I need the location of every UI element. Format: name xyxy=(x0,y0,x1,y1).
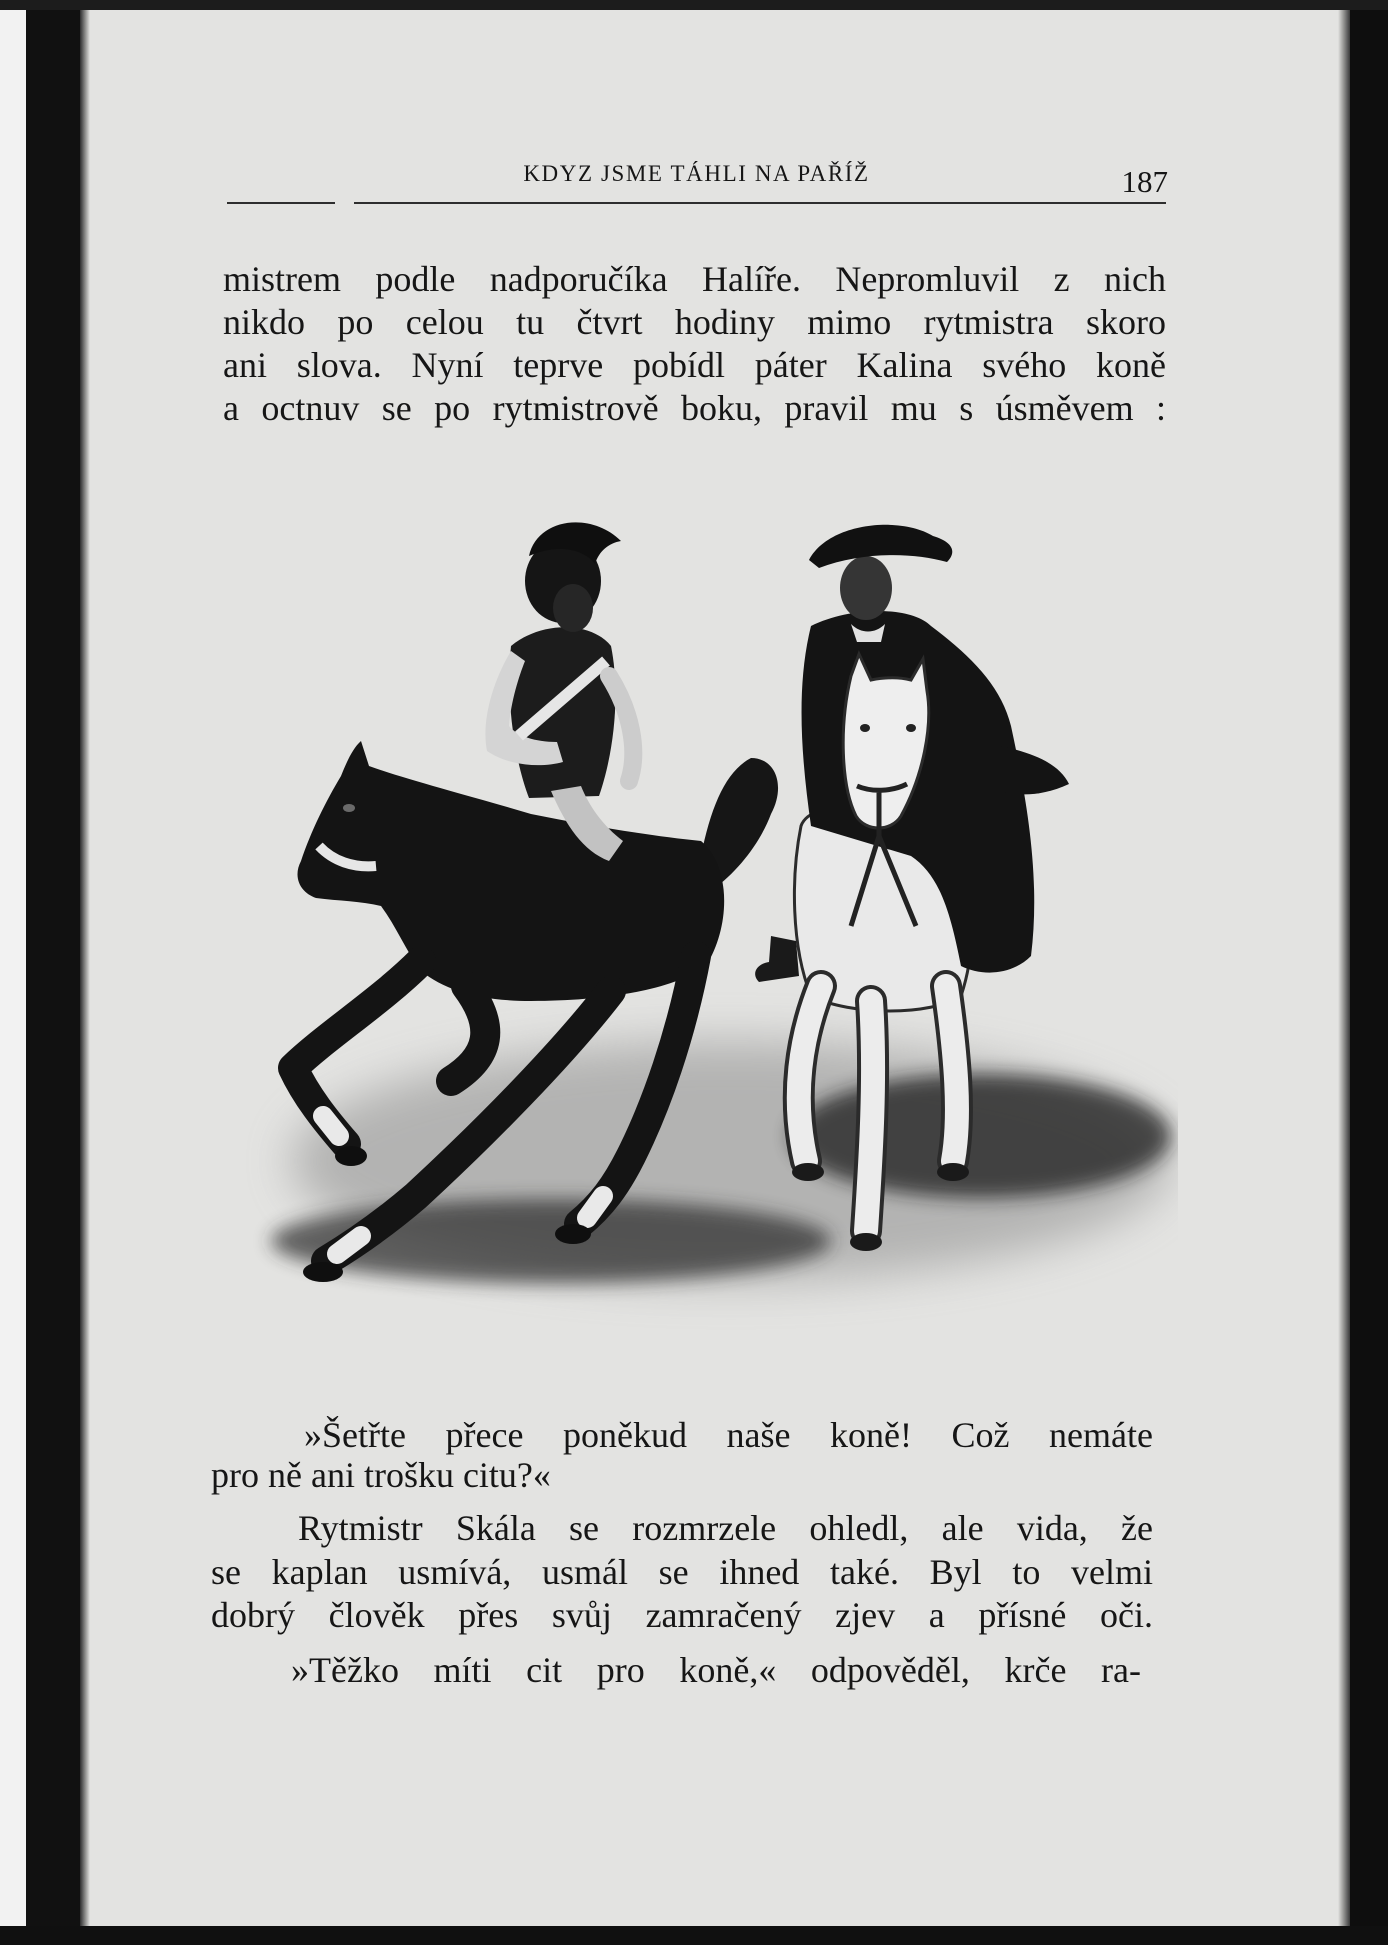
scan-right-border xyxy=(1350,0,1388,1945)
header-rule xyxy=(354,202,1166,204)
text-line: a octnuv se po rytmistrově boku, pravil mu s úsměvem : xyxy=(223,388,1166,428)
text-line: se kaplan usmívá, usmál se ihned také. Byl to velmi xyxy=(211,1552,1153,1592)
rider-face xyxy=(553,584,593,632)
text-line: dobrý člověk přes svůj zamračený zjev a přísné oči. xyxy=(211,1595,1153,1635)
text-line: pro ně ani trošku citu?« xyxy=(211,1455,551,1495)
text-line: ani slova. Nyní teprve pobídl páter Kalina svého koně xyxy=(223,345,1166,385)
header-rule xyxy=(227,202,335,204)
text-line: nikdo po celou tu čtvrt hodiny mimo rytmistra skoro xyxy=(223,302,1166,342)
rider-face xyxy=(840,556,892,620)
scan-left-shadow xyxy=(80,0,90,1945)
rider-torso xyxy=(509,627,615,798)
scan-top-border xyxy=(0,0,1388,10)
scan-left-margin xyxy=(0,0,26,1945)
tricorn-hat xyxy=(809,525,952,568)
illustration xyxy=(211,496,1178,1340)
ground-shadow xyxy=(271,1041,1171,1283)
text-line: mistrem podle nadporučíka Halíře. Nepromluvil z nich xyxy=(223,259,1166,299)
rider-cloak-flap xyxy=(1001,746,1069,794)
text-line: Rytmistr Skála se rozmrzele ohledl, ale vida, že xyxy=(298,1508,1153,1548)
text-line: »Šetřte přece poněkud naše koně! Což nemáte xyxy=(304,1415,1153,1455)
text-line: »Těžko míti cit pro koně,« odpověděl, krče ra- xyxy=(291,1650,1141,1690)
scan-bottom-border xyxy=(0,1926,1388,1945)
page-number: 187 xyxy=(1121,164,1168,199)
scan-left-border xyxy=(26,0,80,1945)
scan-right-shadow xyxy=(1338,0,1350,1945)
rider-boot xyxy=(755,936,799,982)
running-head: KDYZ JSME TÁHLI NA PAŘÍŽ xyxy=(523,161,870,186)
